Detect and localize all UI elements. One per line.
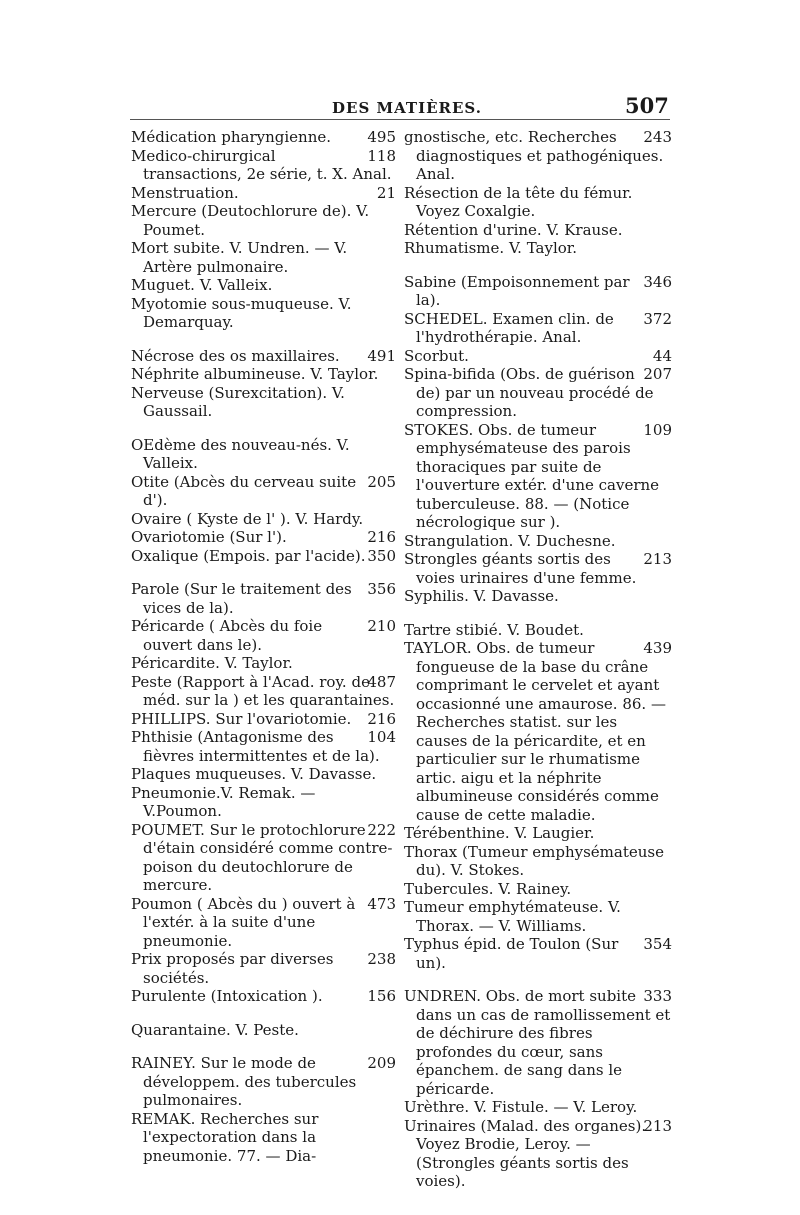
entry-text: Mort subite. V. Undren. — V. Artère pulmonaire.	[131, 239, 348, 276]
entry-page-ref: 207	[643, 365, 672, 383]
entry-page-ref: 356	[367, 580, 396, 598]
entry-page-ref: 156	[367, 987, 396, 1005]
index-entry	[404, 1098, 672, 1117]
index-entry	[131, 654, 396, 673]
entry-text: POUMET. Sur le protochlorure d'étain considéré comme contre-poison du deutochlorure de mercure.	[131, 820, 393, 894]
index-entry	[131, 276, 396, 295]
index-entry	[404, 621, 672, 640]
index-entry	[131, 184, 396, 203]
entry-text: Mercure (Deutochlorure de). V. Poumet.	[131, 202, 370, 239]
entry-text: Poumon ( Abcès du ) ouvert à l'extér. à la suite d'une pneumonie.	[131, 894, 356, 950]
entry-page-ref: 109	[643, 420, 672, 439]
index-entry	[131, 202, 396, 239]
index-entry	[404, 221, 672, 240]
entry-text: Plaques muqueuses. V. Davasse.	[131, 765, 377, 783]
index-entry	[131, 473, 396, 510]
entry-text: Médication pharyngienne.	[131, 128, 332, 146]
index-entry	[404, 880, 672, 899]
entry-text: Ovariotomie (Sur l').	[131, 528, 287, 546]
index-entry	[131, 147, 396, 184]
entry-page-ref: 44	[652, 346, 672, 365]
index-entry	[131, 128, 396, 147]
entry-text: Peste (Rapport à l'Acad. roy. de méd. sur la ) et les quarantaines.	[131, 672, 395, 709]
entry-text: Urinaires (Malad. des organes). Voyez Brodie, Leroy. — (Strongles géants sortis des voies).	[404, 1116, 647, 1190]
entry-text: Nerveuse (Surexcitation). V. Gaussail.	[131, 383, 345, 420]
index-entry	[404, 239, 672, 258]
entry-text: Parole (Sur le traitement des vices de la).	[131, 580, 352, 617]
section-gap	[404, 606, 672, 621]
entry-text: Otite (Abcès du cerveau suite d').	[131, 472, 357, 509]
left-column	[131, 128, 396, 1165]
entry-text: RAINEY. Sur le mode de développem. des tubercules pulmonaires.	[131, 1054, 357, 1109]
entry-text: Syphilis. V. Davasse.	[404, 587, 559, 605]
header-rule	[130, 119, 670, 120]
index-entry	[131, 1110, 396, 1166]
entry-text: STOKES. Obs. de tumeur emphysémateuse des parois thoraciques par suite de l'ouverture extér. d'une caverne tuberculeuse. 88. — (Notice nécrologique sur ).	[404, 420, 660, 531]
index-entry	[131, 765, 396, 784]
entry-text: Péricarde ( Abcès du foie ouvert dans le).	[131, 617, 323, 654]
entry-text: Ovaire ( Kyste de l' ). V. Hardy.	[131, 509, 364, 528]
entry-text: Thorax (Tumeur emphysémateuse du). V. Stokes.	[404, 842, 664, 879]
index-entry	[131, 784, 396, 821]
index-entry	[404, 421, 672, 532]
entry-page-ref: 473	[367, 894, 396, 913]
entry-text: Strangulation. V. Duchesne.	[404, 531, 616, 550]
entry-page-ref: 210	[367, 617, 396, 635]
index-entry	[404, 824, 672, 843]
entry-text: gnostische, etc. Recherches diagnostiques et pathogéniques. Anal.	[404, 128, 664, 183]
index-entry	[404, 184, 672, 221]
index-entry	[404, 365, 672, 421]
index-entry	[131, 365, 396, 384]
entry-page-ref: 350	[367, 546, 396, 565]
entry-page-ref: 104	[367, 728, 396, 746]
section-gap	[131, 1039, 396, 1054]
index-entry	[131, 528, 396, 547]
entry-text: Scorbut.	[404, 346, 469, 365]
index-entry	[131, 895, 396, 951]
entry-text: OEdème des nouveau-nés. V. Valleix.	[131, 435, 350, 472]
entry-text: Prix proposés par diverses sociétés.	[131, 950, 334, 987]
index-entry	[404, 273, 672, 310]
section-gap	[131, 565, 396, 580]
index-entry	[131, 1021, 396, 1040]
entry-text: Résection de la tête du fémur. Voyez Coxalgie.	[404, 183, 633, 220]
index-entry	[404, 550, 672, 587]
index-entry	[131, 617, 396, 654]
entry-text: Rétention d'urine. V. Krause.	[404, 220, 623, 239]
entry-text: Menstruation.	[131, 183, 239, 202]
index-entry	[404, 843, 672, 880]
index-entry	[404, 347, 672, 366]
entry-page-ref: 21	[376, 183, 396, 202]
entry-page-ref: 346	[643, 272, 672, 291]
entry-text: Péricardite. V. Taylor.	[131, 654, 293, 672]
section-gap	[404, 258, 672, 273]
entry-page-ref: 372	[643, 309, 672, 328]
entry-page-ref: 491	[367, 346, 396, 365]
entry-text: Pneumonie.V. Remak. — V.Poumon.	[131, 783, 316, 820]
entry-page-ref: 243	[643, 128, 672, 146]
entry-page-ref: 238	[367, 950, 396, 968]
entry-text: UNDREN. Obs. de mort subite dans un cas de ramollissement et de déchirure des fibres profondes du cœur, sans épanchem. de sang dans le péricarde.	[404, 987, 671, 1098]
entry-text: SCHEDEL. Examen clin. de l'hydrothérapie. Anal.	[404, 309, 614, 346]
index-entry	[131, 547, 396, 566]
entry-text: Tubercules. V. Rainey.	[404, 879, 572, 898]
entry-page-ref: 213	[643, 1116, 672, 1135]
index-entry	[404, 532, 672, 551]
index-entry	[131, 1054, 396, 1110]
right-column	[404, 128, 672, 1191]
running-head: DES MATIÈRES.	[332, 99, 482, 117]
entry-page-ref: 354	[643, 935, 672, 953]
entry-text: TAYLOR. Obs. de tumeur fongueuse de la base du crâne comprimant le cervelet et ayant occasionné une amaurose. 86. — Recherches statist. sur les causes de la péricardite, et en particulier sur le rhumatisme artic. aigu et la néphrite albumineuse considérés comme cause de cette maladie.	[404, 639, 666, 824]
index-entry	[404, 1117, 672, 1191]
entry-text: Nécrose des os maxillaires.	[131, 346, 340, 365]
entry-text: REMAK. Recherches sur l'expectoration dans la pneumonie. 77. — Dia-	[131, 1109, 319, 1165]
entry-text: Sabine (Empoisonnement par la).	[404, 272, 630, 309]
entry-page-ref: 333	[643, 987, 672, 1005]
entry-page-ref: 205	[367, 472, 396, 491]
entry-text: Muguet. V. Valleix.	[131, 276, 273, 294]
index-entry	[131, 710, 396, 729]
entry-page-ref: 222	[367, 820, 396, 839]
entry-text: Néphrite albumineuse. V. Taylor.	[131, 365, 379, 383]
index-entry	[131, 821, 396, 895]
index-entry	[131, 384, 396, 421]
entry-page-ref: 487	[367, 672, 396, 691]
index-entry	[404, 639, 672, 824]
index-entry	[131, 295, 396, 332]
entry-text: Spina-bifida (Obs. de guérison de) par un nouveau procédé de compression.	[404, 365, 654, 420]
page-number: 507	[625, 93, 669, 118]
entry-text: Tartre stibié. V. Boudet.	[404, 620, 584, 639]
entry-text: Typhus épid. de Toulon (Sur un).	[404, 935, 619, 972]
entry-text: Quarantaine. V. Peste.	[131, 1020, 299, 1039]
index-entry	[404, 128, 672, 184]
index-entry	[131, 436, 396, 473]
index-entry	[131, 673, 396, 710]
entry-page-ref: 216	[367, 709, 396, 728]
index-entry	[131, 347, 396, 366]
index-entry	[404, 987, 672, 1098]
entry-page-ref: 118	[367, 146, 396, 165]
entry-page-ref: 213	[643, 550, 672, 568]
entry-text: Tumeur emphytémateuse. V. Thorax. — V. Williams.	[404, 898, 621, 935]
index-entry	[131, 510, 396, 529]
entry-text: Urèthre. V. Fistule. — V. Leroy.	[404, 1098, 638, 1116]
index-entry	[131, 987, 396, 1006]
index-entry	[404, 587, 672, 606]
index-entry	[404, 935, 672, 972]
index-entry	[131, 728, 396, 765]
entry-page-ref: 216	[367, 528, 396, 546]
index-entry	[131, 580, 396, 617]
index-entry	[131, 950, 396, 987]
entry-text: PHILLIPS. Sur l'ovariotomie.	[131, 709, 352, 728]
entry-text: Térébenthine. V. Laugier.	[404, 824, 595, 842]
entry-text: Oxalique (Empois. par l'acide).	[131, 546, 366, 565]
section-gap	[131, 332, 396, 347]
entry-text: Medico-chirurgical transactions, 2e série, t. X. Anal.	[131, 146, 392, 183]
entry-text: Rhumatisme. V. Taylor.	[404, 239, 578, 257]
section-gap	[404, 972, 672, 987]
index-entry	[404, 310, 672, 347]
entry-text: Purulente (Intoxication ).	[131, 987, 323, 1005]
entry-page-ref: 209	[367, 1054, 396, 1072]
entry-page-ref: 439	[643, 639, 672, 657]
entry-text: Myotomie sous-muqueuse. V. Demarquay.	[131, 294, 352, 331]
index-entry	[131, 239, 396, 276]
section-gap	[131, 421, 396, 436]
section-gap	[131, 1006, 396, 1021]
entry-page-ref: 495	[367, 128, 396, 146]
index-entry	[404, 898, 672, 935]
entry-text: Strongles géants sortis des voies urinaires d'une femme.	[404, 550, 637, 587]
entry-text: Phthisie (Antagonisme des fièvres intermittentes et de la).	[131, 728, 380, 765]
